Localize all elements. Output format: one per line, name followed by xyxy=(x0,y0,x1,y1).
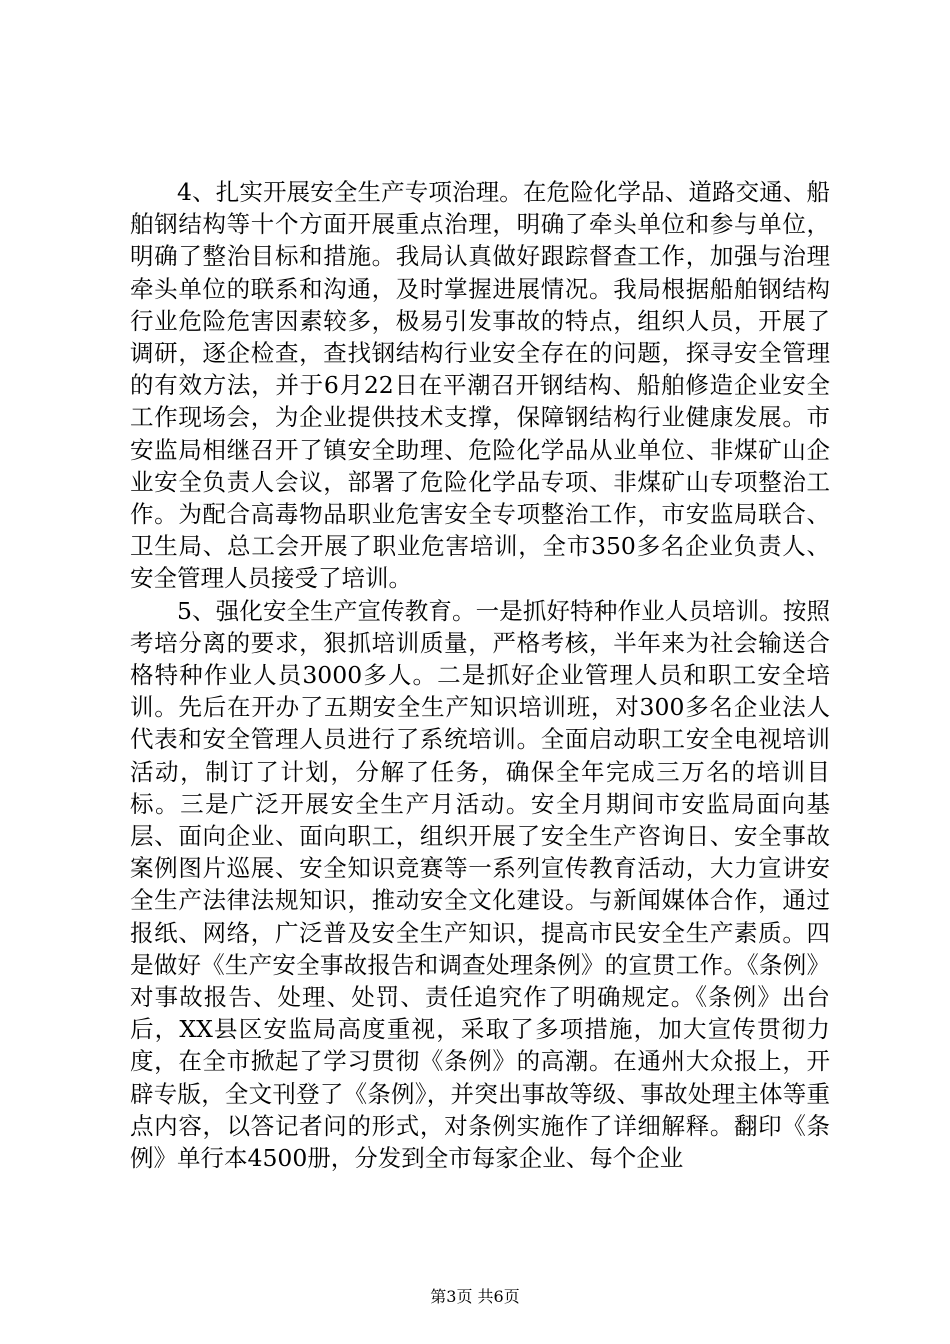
page-number-footer: 第3页 共6页 xyxy=(430,1287,520,1306)
paragraph-safety-education: 5、强化安全生产宣传教育。一是抓好特种作业人员培训。按照考培分离的要求，狠抓培训质量，严格考核，半年来为社会输送合格特种作业人员3000多人。二是抓好企业管理人员和职工安全培训。先后在开办了五期安全生产知识培训班，对300多名企业法人代表和安全管理人员进行了系统培训。全面启动职工安全电视培训活动，制订了计划，分解了任务，确保全年完成三万名的培训目标。三是广泛开展安全生产月活动。安全月期间市安监局面向基层、面向企业、面向职工，组织开展了安全生产咨询日、安全事故案例图片巡展、安全知识竞赛等一系列宣传教育活动，大力宣讲安全生产法律法规知识，推动安全文化建设。与新闻媒体合作，通过报纸、网络，广泛普及安全生产知识，提高市民安全生产素质。四是做好《生产安全事故报告和调查处理条例》的宣贯工作。《条例》对事故报告、处理、处罚、责任追究作了明确规定。《条例》出台后，XX县区安监局高度重视，采取了多项措施，加大宣传贯彻力度，在全市掀起了学习贯彻《条例》的高潮。在通州大众报上，开辟专版，全文刊登了《条例》，并突出事故等级、事故处理主体等重点内容，以答记者问的形式，对条例实施作了详细解释。翻印《条例》单行本4500册，分发到全市每家企业、每个企业 xyxy=(130,596,830,1173)
paragraph-special-rectification: 4、扎实开展安全生产专项治理。在危险化学品、道路交通、船舶钢结构等十个方面开展重点治理，明确了牵头单位和参与单位，明确了整治目标和措施。我局认真做好跟踪督查工作，加强与治理牵头单位的联系和沟通，及时掌握进展情况。我局根据船舶钢结构行业危险危害因素较多，极易引发事故的特点，组织人员，开展了调研，逐企检查，查找钢结构行业安全存在的问题，探寻安全管理的有效方法，并于6月22日在平潮召开钢结构、船舶修造企业安全工作现场会，为企业提供技术支撑，保障钢结构行业健康发展。市安监局相继召开了镇安全助理、危险化学品从业单位、非煤矿山企业安全负责人会议，部署了危险化学品专项、非煤矿山专项整治工作。为配合高毒物品职业危害安全专项整治工作，市安监局联合、卫生局、总工会开展了职业危害培训，全市350多名企业负责人、安全管理人员接受了培训。 xyxy=(130,178,830,593)
document-body xyxy=(130,176,830,1174)
